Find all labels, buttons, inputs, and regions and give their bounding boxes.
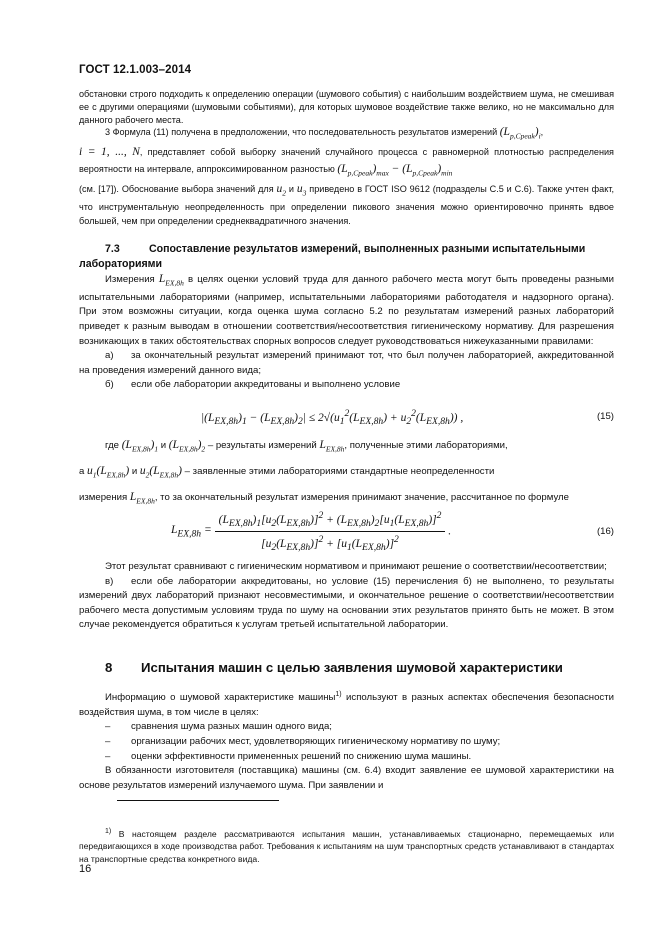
item-a: [79, 349, 614, 378]
section-8-paragraph-1: [79, 688, 614, 720]
where-line-2: [79, 460, 614, 486]
equation-15-number: (15): [596, 411, 614, 422]
intro-paragraph: [79, 88, 614, 127]
section-7-3-number: 7.3: [105, 243, 120, 255]
section-7-3-title: [79, 242, 614, 271]
where2-u1: $u_1(L_{EX,8h})$: [87, 465, 130, 480]
where-text-c: , полученные этими лабораториями,: [344, 440, 508, 451]
note-3-formula-range: $(L_{p,Cpeak})_{max} - (L_{p,Cpeak})_{min}$: [337, 163, 453, 178]
item-c-text: если обе лаборатории аккредитованы, но условие (15) перечисления б) не выполнено, то результаты измерений двух лабораторий признают несовместимыми, и окончательное решение о соответствии/несоответствии рабочего места допустимым условиям труда по шуму на основании этих результатов принято быть не может. В этом случае рекомендуется обратиться к услугам третьей испытательной лаборатории.: [79, 575, 614, 631]
footnote-ref: 1): [335, 691, 342, 698]
note-3-text-b: , представляет собой выборку значений случайного процесса с равномерной плотностью распределения вероятности на интервале, аппроксимированном разностью: [79, 147, 614, 175]
where2-and: и: [131, 466, 138, 478]
where-sym-1: $(L_{EX,8h})_1$: [121, 439, 159, 454]
equation-16-formula: $L_{EX,8h}$ = $\frac{(L_{EX,8h})_1[u_2(L_{EX,8h})]^2 + (L_{EX,8h})_2[u_1(L_{EX,8h})]^2}{[u_2(L_{EX,8h})]^2 + [u_1(L_{EX,8h})]^2}$ .: [171, 510, 452, 554]
footnote-separator: [117, 800, 279, 801]
item-c: [79, 575, 614, 633]
note-3-formula-index: i = 1, ..., N: [79, 146, 140, 159]
note-3-formula-lpcpeak-i: $(L_{p,Cpeak})_i$: [499, 126, 541, 141]
note-3-u2: $u_2$: [276, 182, 287, 197]
lex8h-symbol: $L_{EX,8h}$: [158, 273, 184, 288]
list-item-text: сравнения шума разных машин одного вида;: [131, 721, 332, 733]
note-3-u3: $u_3$: [296, 182, 307, 197]
footnote-paragraph: [79, 826, 614, 865]
where-and: и: [160, 440, 167, 451]
where2-text-b: – заявленные этими лабораториями стандартные неопределенности: [184, 466, 495, 478]
section-7-3-text-a: Измерения: [105, 274, 155, 285]
note-3-line-1: [79, 124, 614, 144]
section-7-3-paragraph: [79, 272, 614, 349]
note-3-line-2: [79, 144, 614, 181]
where2-u2: $u_2(L_{EX,8h})$: [139, 465, 182, 480]
section-7-3-continuation: [79, 560, 614, 633]
equation-16: [79, 510, 614, 556]
where3-sym: $L_{EX,8h}$: [129, 490, 155, 505]
section-8-body: [79, 688, 614, 793]
footnote-mark: 1): [105, 828, 112, 835]
list-item-text: оценки эффективности примененных решений по снижению шума машины.: [131, 750, 472, 762]
note-3-comma: ,: [540, 127, 544, 137]
list-item: [79, 735, 614, 750]
list-dash: –: [105, 750, 111, 762]
where-sym-3: $L_{EX,8h}$: [319, 439, 345, 454]
equation-15: [79, 404, 614, 432]
item-a-text: за окончательный результат измерений принимают тот, что был получен лабораторией, аккредитованной на проведения измерений данного вида;: [79, 350, 614, 376]
section-8-number: 8: [105, 660, 113, 675]
section-7-3-text-b: в целях оценки условий труда для данного рабочего места могут быть проведены разными испытательными лабораториями (например, испытательными лабораториями работодателя и надзорного органа). При этом возможны ситуации, когда оценка шума согласно 5.2 по результатам измерений разных лабораторий приведет к разным выводам в отношении соответствия/несоответствия гигиеническому нормативу. Для разрешения возникающих в таких обстоятельствах спорных вопросов следует руководствоваться нижеуказанными правилами:: [79, 274, 615, 347]
list-dash: –: [105, 735, 111, 747]
item-c-mark: в): [105, 575, 114, 587]
equation-15-formula: $|(L_{EX,8h})_1 - (L_{EX,8h})_2| \le 2√(u_1^2(L_{EX,8h}) + u_2^2(L_{EX,8h}))$ ,: [201, 408, 464, 428]
where-line-1: [79, 434, 614, 460]
where-sym-2: $(L_{EX,8h})_2$: [168, 439, 206, 454]
note-3-and: и: [288, 183, 295, 194]
list-dash: –: [105, 721, 111, 733]
where3-text-a: измерения: [79, 491, 128, 503]
section-7-3-heading: Сопоставление результатов измерений, выполненных разными испытательными лабораториями: [79, 243, 586, 270]
item-a-mark: а): [105, 350, 114, 362]
section-8-heading: Испытания машин с целью заявления шумовой характеристики: [141, 660, 563, 675]
page-number: 16: [79, 863, 92, 875]
note-3: [79, 124, 614, 228]
list-item-text: организации рабочих мест, удовлетворяющих гигиеническому нормативу по шуму;: [131, 735, 501, 747]
note-3-line-3: [79, 182, 614, 228]
section-7-3-body: [79, 272, 614, 393]
where-text-a: где: [105, 440, 120, 451]
equation-16-number: (16): [596, 526, 614, 537]
section-8-text-b: используют в разных аспектах обеспечения безопасности воздействия шума, в том числе в целях:: [79, 692, 614, 718]
where-clauses: [79, 434, 614, 511]
section-8-text-a: Информацию о шумовой характеристике машины: [105, 692, 336, 704]
note-3-text-c: (см. [17]). Обоснование выбора значений для: [79, 183, 274, 194]
note-3-text-a: 3 Формула (11) получена в предположении, что последовательность результатов измерений: [105, 127, 498, 137]
where-text-b: – результаты измерений: [207, 440, 317, 451]
where-line-3: [79, 487, 614, 511]
list-item: [79, 720, 614, 735]
after-16-paragraph: Этот результат сравнивают с гигиеническим нормативом и принимают решение о соответствии/несоответствии;: [105, 561, 607, 572]
document-header: ГОСТ 12.1.003–2014: [79, 64, 192, 76]
footnote-text: В настоящем разделе рассматриваются испытания машин, устанавливаемых стационарно, перемещаемых или передвигающихся в ходе производства работ. Требования к испытаниям на шум транспортных средств устанавливают в стандартах на транспортные средства конкретного вида.: [79, 828, 614, 864]
section-8-paragraph-2: В обязанности изготовителя (поставщика) машины (см. 6.4) входит заявление ее шумовой характеристики на основе результатов измерений излучаемого шума. При заявлении и: [79, 765, 614, 791]
equation-16-fraction: $\frac{(L_{EX,8h})_1[u_2(L_{EX,8h})]^2 + (L_{EX,8h})_2[u_1(L_{EX,8h})]^2}{[u_2(L_{EX,8h})]^2 + [u_1(L_{EX,8h})]^2}$: [215, 510, 446, 553]
where2-text-a: а: [79, 466, 85, 478]
item-b-text: если обе лаборатории аккредитованы и выполнено условие: [131, 379, 401, 391]
intro-text: обстановки строго подходить к определению операции (шумового события) с наибольшим воздействием шума, не смешивая ее с другими операциями (шумовыми событиями), для которых шумовое воздействие также велико, но не максимально для данного рабочего места.: [79, 89, 614, 125]
note-3-text-d: приведено в ГОСТ ISO 9612 (подразделы С.5 и С.6). Также учтен факт, что инструментальную неопределенность при определении пикового значения можно ориентировочно принять вдвое большей, чем при определении среднеквадратичного значения.: [79, 183, 614, 226]
footnote: [79, 826, 614, 865]
section-8-title: [105, 660, 563, 675]
list-item: [79, 750, 614, 765]
item-b-mark: б): [105, 379, 114, 391]
item-b: [79, 378, 614, 393]
where3-text-b: , то за окончательный результат измерения принимают значение, рассчитанное по формуле: [154, 491, 569, 503]
